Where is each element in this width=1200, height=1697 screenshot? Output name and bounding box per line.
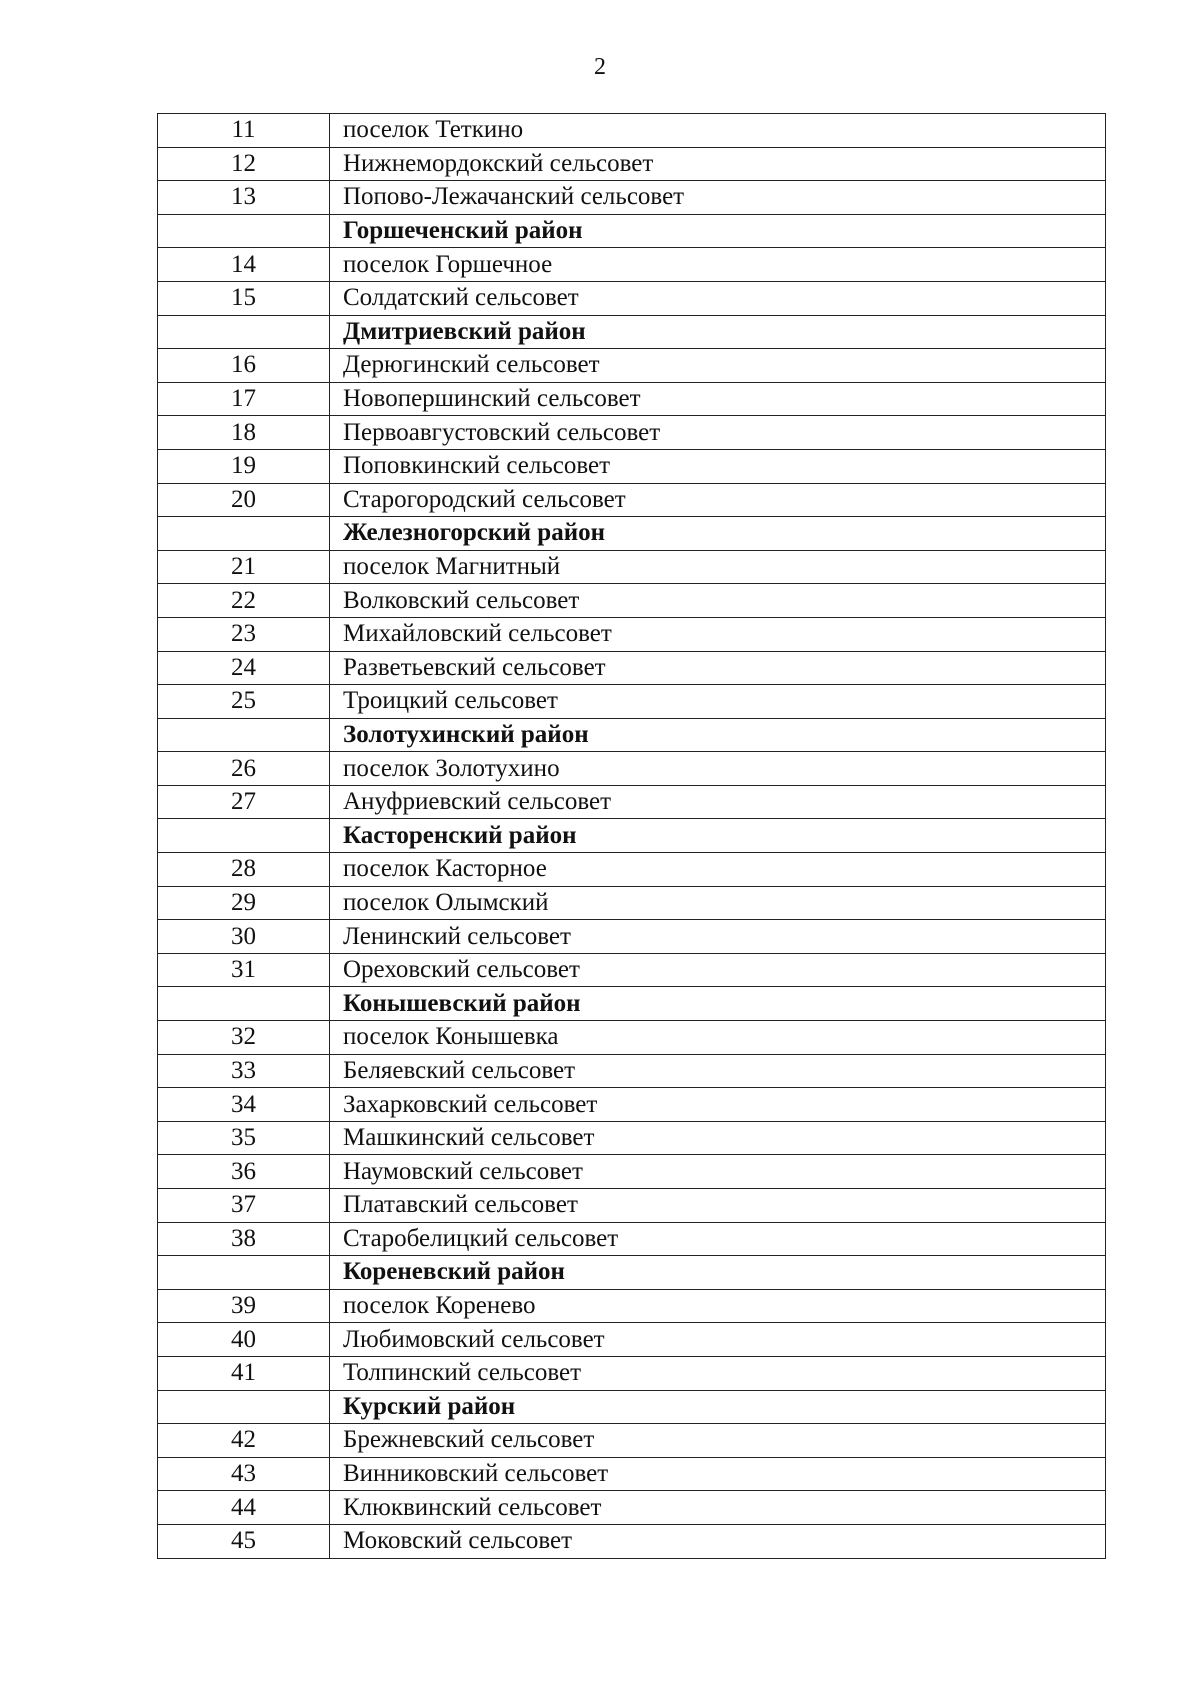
row-number: 38 xyxy=(158,1222,330,1256)
table-row xyxy=(158,1155,1106,1189)
table-row xyxy=(158,617,1106,651)
municipality-name: Платавский сельсовет xyxy=(330,1189,1106,1223)
district-name: Кореневский район xyxy=(330,1256,1106,1290)
row-number: 20 xyxy=(158,483,330,517)
row-number: 15 xyxy=(158,281,330,315)
table-row xyxy=(158,449,1106,483)
municipality-name: Ануфриевский сельсовет xyxy=(330,785,1106,819)
row-number: 35 xyxy=(158,1121,330,1155)
table-row xyxy=(158,886,1106,920)
municipality-name: Нижнемордокский сельсовет xyxy=(330,147,1106,181)
table-row xyxy=(158,1491,1106,1525)
row-number xyxy=(158,315,330,349)
row-number: 29 xyxy=(158,886,330,920)
row-number: 40 xyxy=(158,1323,330,1357)
table-row xyxy=(158,1222,1106,1256)
row-number: 23 xyxy=(158,617,330,651)
table-row xyxy=(158,248,1106,282)
municipality-name: поселок Касторное xyxy=(330,853,1106,887)
district-name: Горшеченский район xyxy=(330,214,1106,248)
row-number: 16 xyxy=(158,349,330,383)
row-number xyxy=(158,517,330,551)
row-number: 37 xyxy=(158,1189,330,1223)
table-row xyxy=(158,1289,1106,1323)
municipality-name: Разветьевский сельсовет xyxy=(330,651,1106,685)
row-number: 14 xyxy=(158,248,330,282)
district-name: Золотухинский район xyxy=(330,718,1106,752)
municipality-name: Любимовский сельсовет xyxy=(330,1323,1106,1357)
municipality-name: Ленинский сельсовет xyxy=(330,920,1106,954)
municipality-name: Старогородский сельсовет xyxy=(330,483,1106,517)
row-number: 26 xyxy=(158,752,330,786)
table-body xyxy=(158,114,1106,1559)
row-number xyxy=(158,1256,330,1290)
row-number: 27 xyxy=(158,785,330,819)
row-number: 32 xyxy=(158,1021,330,1055)
municipality-name: Ореховский сельсовет xyxy=(330,953,1106,987)
row-number xyxy=(158,987,330,1021)
row-number: 21 xyxy=(158,550,330,584)
district-header-row xyxy=(158,1256,1106,1290)
district-header-row xyxy=(158,517,1106,551)
page-number: 2 xyxy=(594,54,606,80)
table-row xyxy=(158,752,1106,786)
municipality-name: Машкинский сельсовет xyxy=(330,1121,1106,1155)
municipality-name: Дерюгинский сельсовет xyxy=(330,349,1106,383)
district-name: Касторенский район xyxy=(330,819,1106,853)
row-number: 12 xyxy=(158,147,330,181)
table-row xyxy=(158,349,1106,383)
table-row xyxy=(158,181,1106,215)
district-header-row xyxy=(158,819,1106,853)
row-number xyxy=(158,718,330,752)
municipality-name: Солдатский сельсовет xyxy=(330,281,1106,315)
row-number: 31 xyxy=(158,953,330,987)
row-number: 24 xyxy=(158,651,330,685)
district-header-row xyxy=(158,987,1106,1021)
district-name: Курский район xyxy=(330,1390,1106,1424)
row-number: 19 xyxy=(158,449,330,483)
table-row xyxy=(158,1021,1106,1055)
row-number: 25 xyxy=(158,685,330,719)
table-row xyxy=(158,1323,1106,1357)
row-number: 30 xyxy=(158,920,330,954)
municipality-name: поселок Конышевка xyxy=(330,1021,1106,1055)
district-name: Конышевский район xyxy=(330,987,1106,1021)
municipality-name: поселок Горшечное xyxy=(330,248,1106,282)
municipality-name: Поповкинский сельсовет xyxy=(330,449,1106,483)
municipality-name: Первоавгустовский сельсовет xyxy=(330,416,1106,450)
table-row xyxy=(158,147,1106,181)
municipality-name: поселок Теткино xyxy=(330,114,1106,148)
district-header-row xyxy=(158,718,1106,752)
table-row xyxy=(158,114,1106,148)
row-number: 28 xyxy=(158,853,330,887)
row-number: 33 xyxy=(158,1054,330,1088)
municipality-name: Старобелицкий сельсовет xyxy=(330,1222,1106,1256)
district-header-row xyxy=(158,315,1106,349)
row-number: 34 xyxy=(158,1088,330,1122)
row-number: 39 xyxy=(158,1289,330,1323)
table-row xyxy=(158,1189,1106,1223)
table-row xyxy=(158,785,1106,819)
table-row xyxy=(158,1088,1106,1122)
table-row xyxy=(158,1424,1106,1458)
municipality-name: Новопершинский сельсовет xyxy=(330,382,1106,416)
table-row xyxy=(158,651,1106,685)
table-row xyxy=(158,416,1106,450)
table-row xyxy=(158,550,1106,584)
municipality-name: Троицкий сельсовет xyxy=(330,685,1106,719)
table-row xyxy=(158,281,1106,315)
row-number: 18 xyxy=(158,416,330,450)
table-row xyxy=(158,1356,1106,1390)
municipality-name: поселок Коренево xyxy=(330,1289,1106,1323)
row-number: 41 xyxy=(158,1356,330,1390)
municipality-name: Захарковский сельсовет xyxy=(330,1088,1106,1122)
row-number: 45 xyxy=(158,1524,330,1558)
municipality-name: Наумовский сельсовет xyxy=(330,1155,1106,1189)
table-row xyxy=(158,584,1106,618)
district-name: Дмитриевский район xyxy=(330,315,1106,349)
row-number: 13 xyxy=(158,181,330,215)
table-row xyxy=(158,1054,1106,1088)
municipality-name: поселок Магнитный xyxy=(330,550,1106,584)
table-row xyxy=(158,1457,1106,1491)
row-number xyxy=(158,214,330,248)
municipality-name: Моковский сельсовет xyxy=(330,1524,1106,1558)
row-number: 36 xyxy=(158,1155,330,1189)
table-row xyxy=(158,382,1106,416)
table-row xyxy=(158,920,1106,954)
table-row xyxy=(158,685,1106,719)
municipality-name: поселок Золотухино xyxy=(330,752,1106,786)
table-row xyxy=(158,953,1106,987)
district-header-row xyxy=(158,1390,1106,1424)
municipality-name: Толпинский сельсовет xyxy=(330,1356,1106,1390)
municipality-name: Попово-Лежачанский сельсовет xyxy=(330,181,1106,215)
district-name: Железногорский район xyxy=(330,517,1106,551)
row-number: 42 xyxy=(158,1424,330,1458)
table-row xyxy=(158,853,1106,887)
municipality-name: Беляевский сельсовет xyxy=(330,1054,1106,1088)
municipality-name: Винниковский сельсовет xyxy=(330,1457,1106,1491)
table-row xyxy=(158,483,1106,517)
municipality-name: Волковский сельсовет xyxy=(330,584,1106,618)
district-header-row xyxy=(158,214,1106,248)
row-number: 11 xyxy=(158,114,330,148)
row-number: 22 xyxy=(158,584,330,618)
row-number: 17 xyxy=(158,382,330,416)
municipality-name: Брежневский сельсовет xyxy=(330,1424,1106,1458)
municipality-table xyxy=(157,113,1106,1559)
row-number xyxy=(158,1390,330,1424)
row-number: 43 xyxy=(158,1457,330,1491)
municipality-name: поселок Олымский xyxy=(330,886,1106,920)
municipality-name: Михайловский сельсовет xyxy=(330,617,1106,651)
row-number xyxy=(158,819,330,853)
table-row xyxy=(158,1524,1106,1558)
municipality-name: Клюквинский сельсовет xyxy=(330,1491,1106,1525)
row-number: 44 xyxy=(158,1491,330,1525)
table-row xyxy=(158,1121,1106,1155)
